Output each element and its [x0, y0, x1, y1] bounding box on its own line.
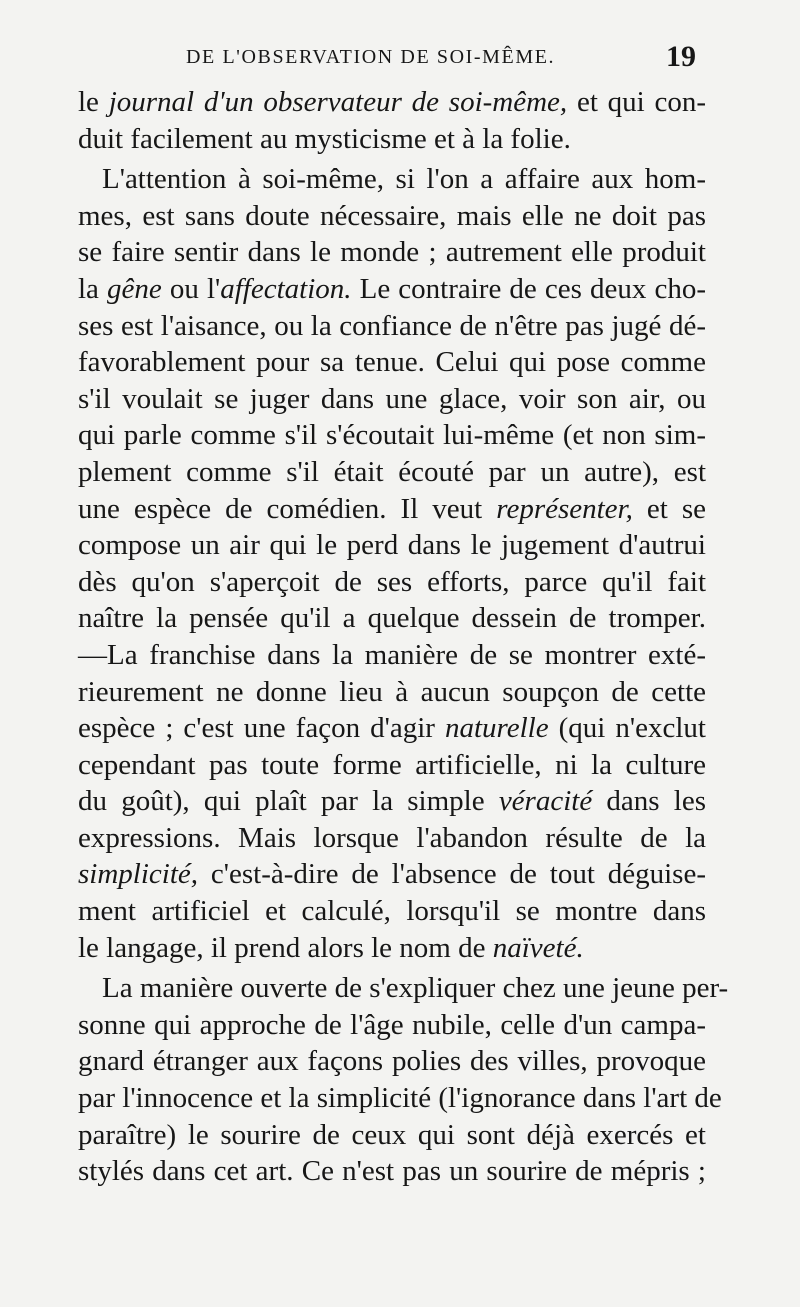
running-head: DE L'OBSERVATION DE SOI-MÊME. — [186, 46, 556, 68]
text-line — [78, 1007, 706, 1044]
paragraph — [78, 970, 729, 1190]
italic-text: naturelle — [444, 712, 549, 745]
text-line — [78, 1153, 706, 1190]
text-run: s'il voulait se juger dans une glace, voir son air, ou — [78, 382, 706, 415]
italic-text: naïveté. — [492, 931, 584, 964]
text-line — [78, 637, 706, 674]
text-run: rieurement ne donne lieu à aucun soupçon de cette — [78, 675, 706, 708]
text-line — [78, 271, 706, 308]
text-run: du goût), qui plaît par la simple — [78, 785, 499, 818]
text-run: et se — [632, 492, 707, 525]
text-line — [78, 893, 706, 930]
text-line — [78, 121, 706, 158]
text-run: cependant pas toute forme artificielle, ni la culture — [78, 748, 706, 781]
text-run: espèce ; c'est une façon d'agir — [78, 712, 445, 745]
text-run: plement comme s'il était écouté par un autre), est — [78, 455, 706, 488]
text-run: duit facilement au mysticisme et à la folie. — [78, 122, 571, 155]
italic-text: journal d'un observateur de soi-même, — [108, 86, 568, 118]
text-run: mes, est sans doute nécessaire, mais elle ne doit pas — [78, 199, 706, 232]
text-line — [78, 747, 706, 784]
text-run: ou l' — [161, 272, 221, 305]
text-line — [78, 234, 706, 271]
italic-text: représenter, — [496, 492, 633, 525]
text-line — [78, 417, 706, 454]
text-run: la — [78, 272, 108, 305]
text-line — [78, 930, 706, 967]
text-run: se faire sentir dans le monde ; autrement elle produit — [78, 236, 706, 269]
text-line — [78, 600, 706, 637]
text-run: (qui n'exclut — [548, 712, 706, 745]
paragraph — [78, 161, 706, 966]
text-line — [78, 381, 706, 418]
text-run: naître la pensée qu'il a quelque dessein de tromper. — [78, 602, 706, 635]
italic-text: véracité — [498, 785, 593, 818]
text-run: gnard étranger aux façons polies des villes, provoque — [78, 1045, 706, 1078]
text-run: L'attention à soi-même, si l'on a affaire aux hom- — [102, 163, 706, 196]
text-line — [78, 1043, 706, 1080]
text-run: ment artificiel et calculé, lorsqu'il se montre dans — [78, 895, 706, 928]
text-line — [78, 1080, 722, 1117]
text-line — [78, 161, 706, 198]
text-line — [78, 344, 706, 381]
text-line — [78, 454, 706, 491]
text-line — [78, 710, 706, 747]
italic-text: gêne — [107, 272, 162, 305]
text-line — [78, 856, 706, 893]
body-text — [78, 84, 729, 1194]
text-run: dans les — [592, 785, 706, 818]
text-run: sonne qui approche de l'âge nubile, celle d'un campa- — [78, 1008, 706, 1041]
text-run: dès qu'on s'aperçoit de ses efforts, parce qu'il fait — [78, 565, 706, 598]
page-header — [186, 40, 696, 78]
text-run: une espèce de comédien. Il veut — [78, 492, 497, 525]
text-line — [78, 198, 706, 235]
text-line — [78, 564, 706, 601]
text-line — [78, 674, 706, 711]
text-run: paraître) le sourire de ceux qui sont déjà exercés et — [78, 1118, 706, 1151]
text-run: par l'innocence et la simplicité (l'ignorance dans l'art de — [78, 1082, 722, 1115]
text-run: La manière ouverte de s'expliquer chez une jeune per- — [102, 972, 729, 1005]
text-run: qui parle comme s'il s'écoutait lui-même (et non sim- — [78, 419, 706, 452]
page-number: 19 — [666, 40, 696, 73]
italic-text: affectation. — [220, 272, 352, 305]
text-line — [78, 527, 706, 564]
text-run: Le contraire de ces deux cho- — [351, 272, 706, 305]
text-line — [78, 820, 706, 857]
text-run: c'est-à-dire de l'absence de tout déguise- — [198, 858, 706, 891]
text-line — [78, 84, 706, 121]
text-line — [78, 970, 729, 1007]
text-run: le — [78, 86, 109, 118]
italic-text: simplicité, — [78, 858, 199, 891]
text-run: compose un air qui le perd dans le jugement d'autrui — [78, 529, 706, 562]
text-run: ses est l'aisance, ou la confiance de n'être pas jugé dé- — [78, 309, 706, 342]
text-run: le langage, il prend alors le nom de — [78, 931, 493, 964]
text-line — [78, 783, 706, 820]
text-line — [78, 1117, 706, 1154]
text-run: stylés dans cet art. Ce n'est pas un sourire de mépris ; — [78, 1155, 706, 1188]
text-line — [78, 491, 706, 528]
text-run: expressions. Mais lorsque l'abandon résulte de la — [78, 821, 706, 854]
text-run: —La franchise dans la manière de se montrer exté- — [78, 638, 706, 671]
paragraph — [78, 84, 706, 157]
text-run: favorablement pour sa tenue. Celui qui pose comme — [78, 346, 706, 379]
text-line — [78, 308, 706, 345]
text-run: et qui con- — [567, 86, 706, 118]
